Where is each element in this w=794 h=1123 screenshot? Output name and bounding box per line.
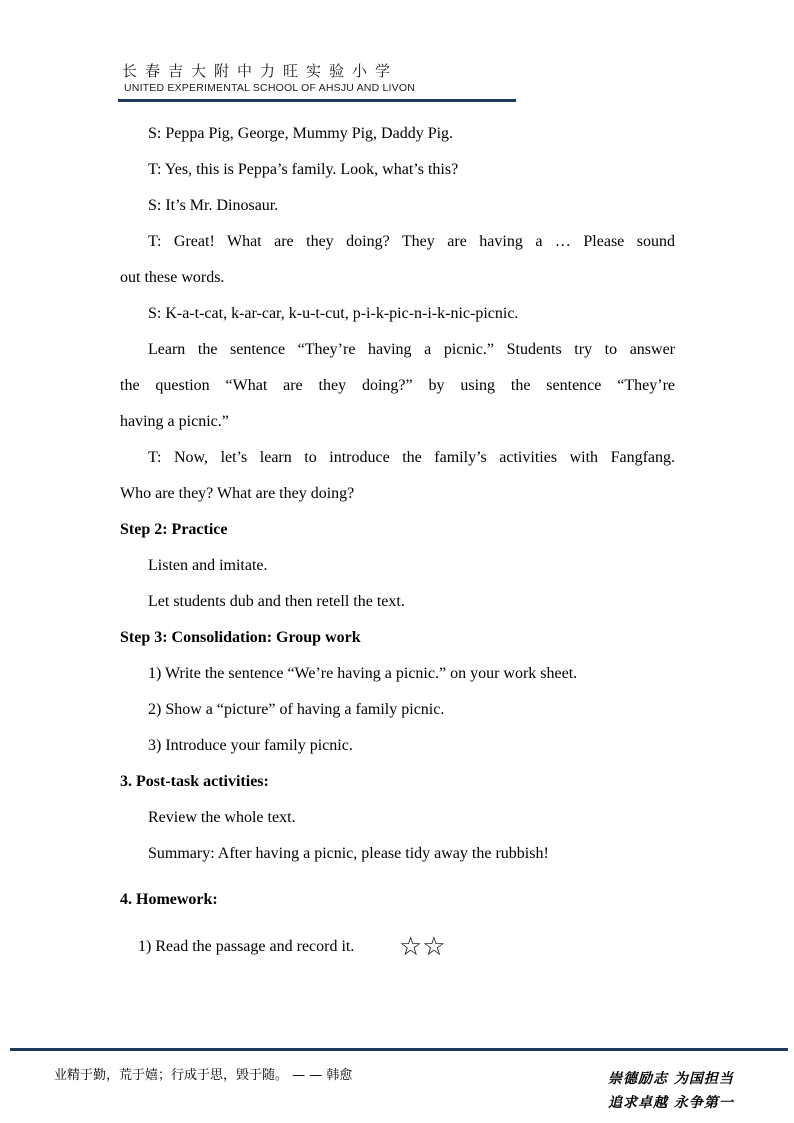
school-motto-line1: 崇德励志 为国担当 — [608, 1071, 734, 1087]
school-name-chinese: 长春吉大附中力旺实验小学 — [122, 62, 399, 80]
text-line: T: Now, let’s learn to introduce the family’s activities with Fangfang. — [148, 449, 675, 466]
list-item: 3) Introduce your family picnic. — [148, 737, 353, 754]
footer-divider — [10, 1048, 788, 1051]
text-line: the question “What are they doing?” by using the sentence “They’re — [120, 377, 675, 394]
star-rating-icon: ☆☆ — [399, 932, 446, 962]
text-line: Learn the sentence “They’re having a picnic.” Students try to answer — [148, 341, 675, 358]
school-name-english: UNITED EXPERIMENTAL SCHOOL OF AHSJU AND LIVON — [124, 82, 415, 94]
list-item: 1) Write the sentence “We’re having a picnic.” on your work sheet. — [148, 665, 578, 682]
text-line: out these words. — [120, 269, 225, 286]
text-line: Summary: After having a picnic, please tidy away the rubbish! — [148, 845, 549, 862]
section-heading-post-task: 3. Post-task activities: — [120, 773, 269, 790]
text-line: Listen and imitate. — [148, 557, 268, 574]
homework-item: 1) Read the passage and record it. — [138, 938, 355, 955]
text-line: S: It’s Mr. Dinosaur. — [148, 197, 279, 214]
text-line: Who are they? What are they doing? — [120, 485, 355, 502]
section-heading-homework: 4. Homework: — [120, 891, 218, 908]
text-line: T: Yes, this is Peppa’s family. Look, what’s this? — [148, 161, 459, 178]
text-line: Let students dub and then retell the text. — [148, 593, 405, 610]
section-heading-step2: Step 2: Practice — [120, 521, 228, 538]
text-line: S: K-a-t-cat, k-ar-car, k-u-t-cut, p-i-k-pic-n-i-k-nic-picnic. — [148, 305, 519, 322]
text-line: Review the whole text. — [148, 809, 296, 826]
text-line: T: Great! What are they doing? They are having a … Please sound — [148, 233, 675, 250]
text-line: S: Peppa Pig, George, Mummy Pig, Daddy Pig. — [148, 125, 454, 142]
text-line: having a picnic.” — [120, 413, 229, 430]
list-item: 2) Show a “picture” of having a family picnic. — [148, 701, 445, 718]
section-heading-step3: Step 3: Consolidation: Group work — [120, 629, 361, 646]
footer-quote: 业精于勤，荒于嬉；行成于思，毁于随。 — — 韩愈 — [54, 1068, 353, 1083]
school-motto-line2: 追求卓越 永争第一 — [608, 1095, 734, 1111]
header-divider — [118, 99, 516, 102]
